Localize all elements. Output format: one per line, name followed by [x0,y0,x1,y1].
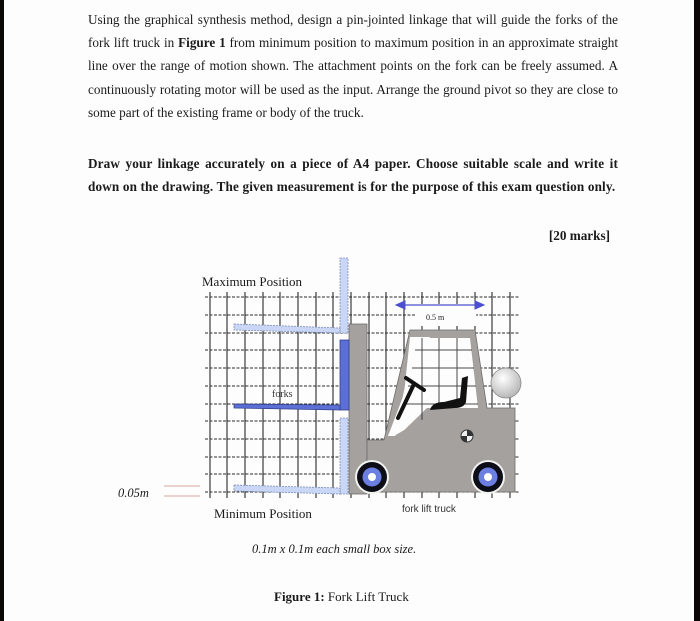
question-text-part: Using the graphical synthesis method, design a pin-jointed linkage that will guide the forks of the fork lift truck in [88,12,618,51]
front-wheel [355,460,389,494]
question-text-part: from minimum position to maximum position in an approximate straight line over the range of motion shown. The attachment points on the fork can be freely assumed. A continuously rotating motor will be used as the input. Arrange the ground pivot so they are close to some part of the existing frame or body of the truck. [88,35,618,120]
width-dimension-label: 0.5 m [426,313,445,322]
gas-tank [491,368,521,398]
fork-min-position [234,418,348,494]
center-of-gravity-icon [461,430,473,442]
maximum-position-label: Maximum Position [202,274,303,289]
offset-dimension-label: 0.05m [118,486,149,500]
figure-caption [274,589,409,605]
forks-label: forks [272,389,293,400]
rear-wheel [471,460,505,494]
figure-caption-number: Figure 1: [274,589,325,604]
minimum-position-label: Minimum Position [214,506,312,521]
fork-max-position [234,258,348,333]
offset-dimension-lines [164,486,200,496]
figure-reference: Figure 1 [178,35,226,51]
instruction-paragraph: Draw your linkage accurately on a piece of A4 paper. Choose suitable scale and write it down on the drawing. The given measurement is for the purpose of this exam question only. [88,156,618,195]
grid-scale-note: 0.1m x 0.1m each small box size. [252,542,417,556]
figure-caption-text: Fork Lift Truck [324,589,409,604]
marks-label: [20 marks] [548,228,610,243]
truck-label: fork lift truck [402,504,456,515]
